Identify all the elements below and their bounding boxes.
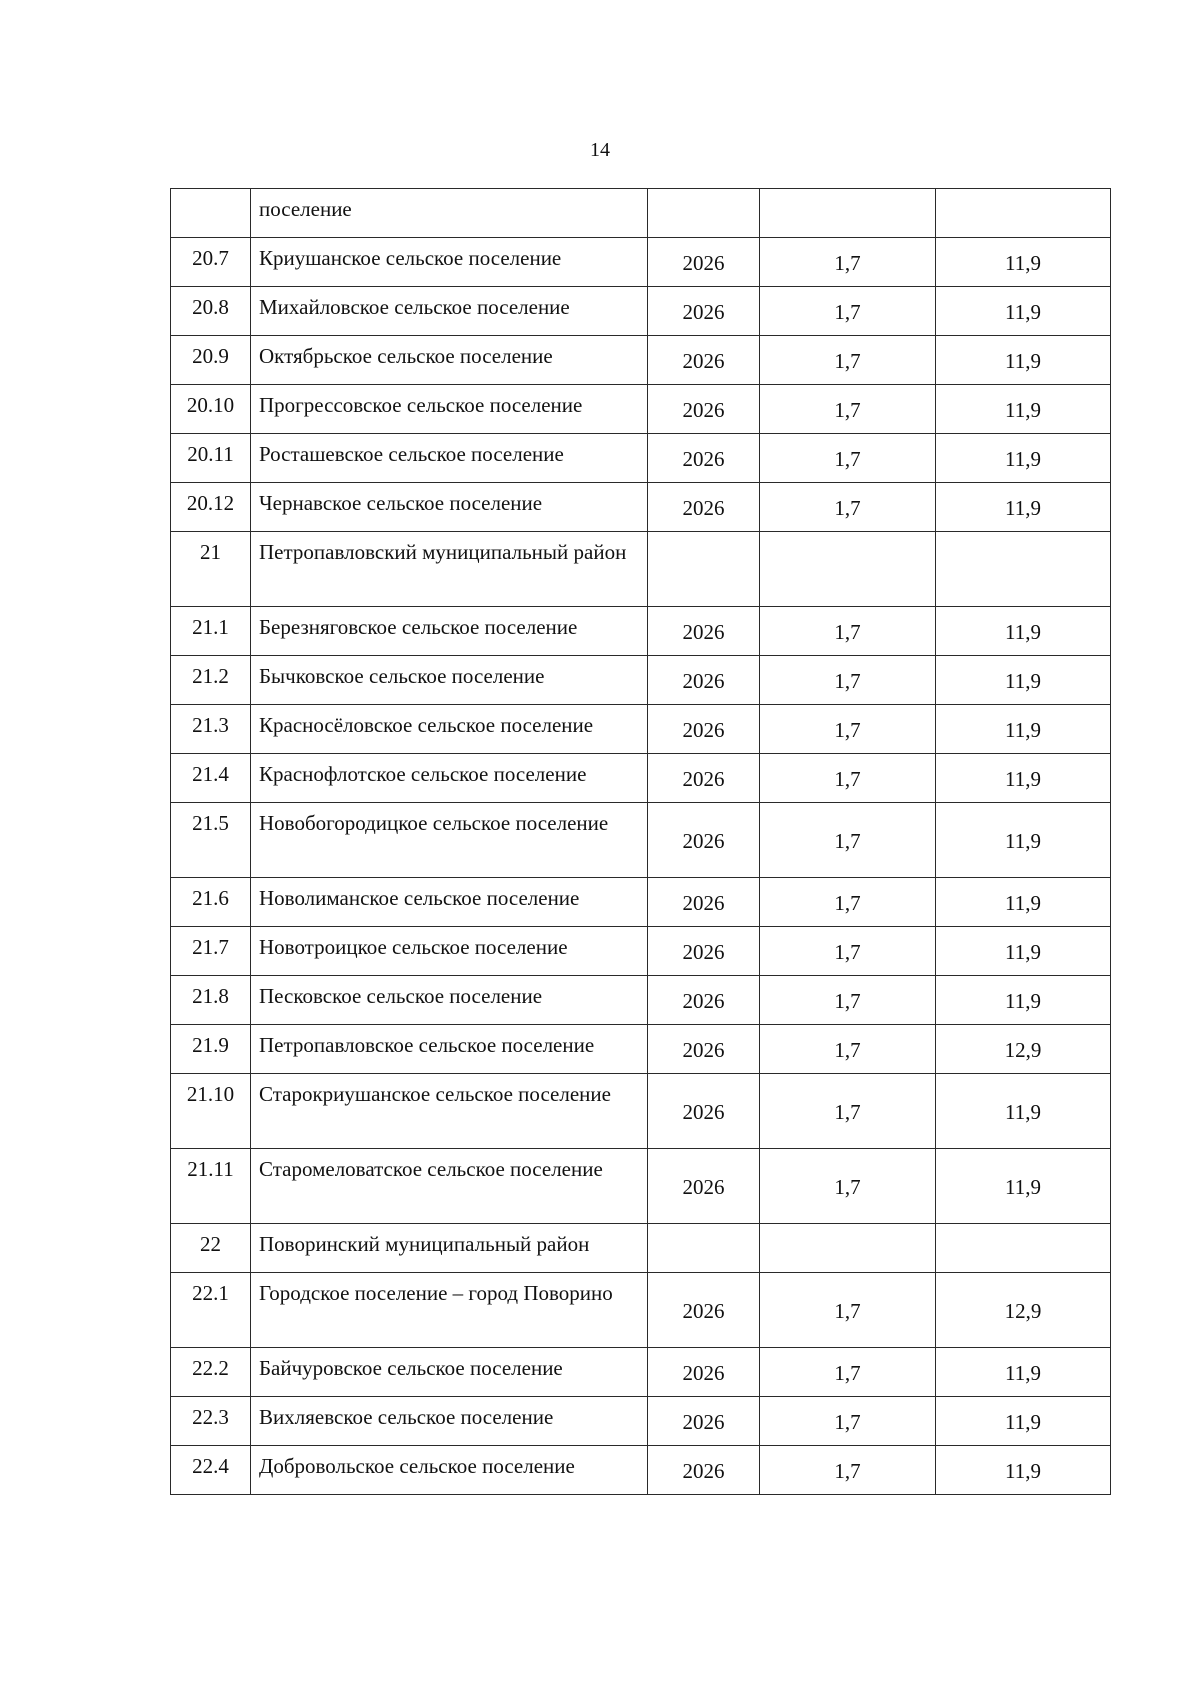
row-number: 22 [171,1224,251,1273]
row-number: 21 [171,532,251,607]
year-cell: 2026 [648,927,760,976]
value-2-cell: 11,9 [936,656,1111,705]
settlement-name: Новотроицкое сельское поселение [251,927,648,976]
value-1-cell: 1,7 [760,287,936,336]
table-row [171,287,1111,336]
settlement-name: Петропавловское сельское поселение [251,1025,648,1074]
table-row [171,754,1111,803]
row-number: 22.3 [171,1397,251,1446]
table-row [171,385,1111,434]
settlement-name: Бычковское сельское поселение [251,656,648,705]
value-1-cell: 1,7 [760,1074,936,1149]
table-row [171,189,1111,238]
table-row [171,483,1111,532]
table-row [171,976,1111,1025]
table-row [171,1025,1111,1074]
row-number: 22.4 [171,1446,251,1495]
row-number: 20.12 [171,483,251,532]
value-1-cell: 1,7 [760,705,936,754]
value-1-cell: 1,7 [760,336,936,385]
value-1-cell: 1,7 [760,803,936,878]
row-number: 20.10 [171,385,251,434]
row-number: 22.2 [171,1348,251,1397]
value-1-cell: 1,7 [760,238,936,287]
settlement-name: Вихляевское сельское поселение [251,1397,648,1446]
year-cell: 2026 [648,238,760,287]
year-cell [648,189,760,238]
year-cell: 2026 [648,878,760,927]
value-1-cell [760,189,936,238]
year-cell: 2026 [648,1348,760,1397]
settlement-name: Чернавское сельское поселение [251,483,648,532]
page-number: 14 [590,139,610,161]
row-number: 22.1 [171,1273,251,1348]
table-row [171,1446,1111,1495]
settlement-name: Городское поселение – город Поворино [251,1273,648,1348]
settlement-name: Октябрьское сельское поселение [251,336,648,385]
table-row [171,927,1111,976]
value-2-cell: 11,9 [936,705,1111,754]
table-row [171,238,1111,287]
year-cell: 2026 [648,1446,760,1495]
value-2-cell: 11,9 [936,1446,1111,1495]
table-row [171,1149,1111,1224]
value-1-cell: 1,7 [760,1397,936,1446]
table-row [171,705,1111,754]
row-number: 21.3 [171,705,251,754]
settlement-name: Криушанское сельское поселение [251,238,648,287]
district-name: Поворинский муниципальный район [251,1224,648,1273]
table-row [171,434,1111,483]
value-2-cell [936,1224,1111,1273]
value-2-cell: 11,9 [936,754,1111,803]
settlement-name: Березняговское сельское поселение [251,607,648,656]
year-cell: 2026 [648,1149,760,1224]
table-row-district [171,532,1111,607]
settlement-name: Песковское сельское поселение [251,976,648,1025]
year-cell: 2026 [648,287,760,336]
row-number: 20.7 [171,238,251,287]
value-2-cell: 11,9 [936,878,1111,927]
value-1-cell: 1,7 [760,1149,936,1224]
row-number: 21.6 [171,878,251,927]
table-row [171,1348,1111,1397]
table-row [171,607,1111,656]
settlement-name: Старокриушанское сельское поселение [251,1074,648,1149]
value-2-cell: 11,9 [936,607,1111,656]
year-cell: 2026 [648,1074,760,1149]
value-1-cell: 1,7 [760,976,936,1025]
table-row [171,1273,1111,1348]
year-cell: 2026 [648,434,760,483]
settlement-name: Прогрессовское сельское поселение [251,385,648,434]
settlement-name: Байчуровское сельское поселение [251,1348,648,1397]
value-2-cell: 11,9 [936,385,1111,434]
settlement-name: Михайловское сельское поселение [251,287,648,336]
value-1-cell: 1,7 [760,434,936,483]
year-cell: 2026 [648,483,760,532]
value-2-cell: 11,9 [936,1397,1111,1446]
row-number: 21.10 [171,1074,251,1149]
table-row [171,656,1111,705]
value-1-cell: 1,7 [760,1348,936,1397]
table-row [171,1397,1111,1446]
value-2-cell: 12,9 [936,1025,1111,1074]
year-cell: 2026 [648,656,760,705]
value-1-cell [760,1224,936,1273]
value-2-cell: 11,9 [936,1074,1111,1149]
settlement-name: Новолиманское сельское поселение [251,878,648,927]
row-number: 21.8 [171,976,251,1025]
table-row [171,336,1111,385]
year-cell: 2026 [648,385,760,434]
settlements-table [170,188,1111,1495]
value-2-cell: 11,9 [936,336,1111,385]
value-1-cell [760,532,936,607]
value-2-cell [936,532,1111,607]
year-cell: 2026 [648,803,760,878]
value-2-cell: 11,9 [936,1348,1111,1397]
row-number: 21.4 [171,754,251,803]
settlement-name: Краснофлотское сельское поселение [251,754,648,803]
row-number: 21.9 [171,1025,251,1074]
value-2-cell: 11,9 [936,927,1111,976]
value-1-cell: 1,7 [760,656,936,705]
row-number: 20.8 [171,287,251,336]
year-cell: 2026 [648,1025,760,1074]
value-1-cell: 1,7 [760,1025,936,1074]
year-cell [648,532,760,607]
year-cell [648,1224,760,1273]
settlement-name: Красносёловское сельское поселение [251,705,648,754]
row-number: 20.9 [171,336,251,385]
settlement-name: Росташевское сельское поселение [251,434,648,483]
table-row-district [171,1224,1111,1273]
value-2-cell: 11,9 [936,803,1111,878]
value-1-cell: 1,7 [760,927,936,976]
value-2-cell: 11,9 [936,483,1111,532]
row-number: 21.2 [171,656,251,705]
settlements-table-container [170,188,1110,1495]
row-number: 21.7 [171,927,251,976]
settlement-name: поселение [251,189,648,238]
settlement-name: Добровольское сельское поселение [251,1446,648,1495]
value-2-cell: 11,9 [936,1149,1111,1224]
value-1-cell: 1,7 [760,483,936,532]
year-cell: 2026 [648,1397,760,1446]
value-2-cell: 12,9 [936,1273,1111,1348]
value-1-cell: 1,7 [760,754,936,803]
year-cell: 2026 [648,1273,760,1348]
value-1-cell: 1,7 [760,1273,936,1348]
year-cell: 2026 [648,754,760,803]
settlement-name: Новобогородицкое сельское поселение [251,803,648,878]
row-number: 21.5 [171,803,251,878]
year-cell: 2026 [648,976,760,1025]
settlement-name: Старомеловатское сельское поселение [251,1149,648,1224]
value-1-cell: 1,7 [760,385,936,434]
row-number: 20.11 [171,434,251,483]
value-1-cell: 1,7 [760,1446,936,1495]
value-1-cell: 1,7 [760,607,936,656]
year-cell: 2026 [648,336,760,385]
year-cell: 2026 [648,705,760,754]
value-2-cell: 11,9 [936,287,1111,336]
value-2-cell [936,189,1111,238]
value-2-cell: 11,9 [936,238,1111,287]
value-2-cell: 11,9 [936,976,1111,1025]
table-row [171,803,1111,878]
district-name: Петропавловский муниципальный район [251,532,648,607]
value-2-cell: 11,9 [936,434,1111,483]
row-number [171,189,251,238]
table-row [171,1074,1111,1149]
table-row [171,878,1111,927]
value-1-cell: 1,7 [760,878,936,927]
row-number: 21.11 [171,1149,251,1224]
row-number: 21.1 [171,607,251,656]
year-cell: 2026 [648,607,760,656]
